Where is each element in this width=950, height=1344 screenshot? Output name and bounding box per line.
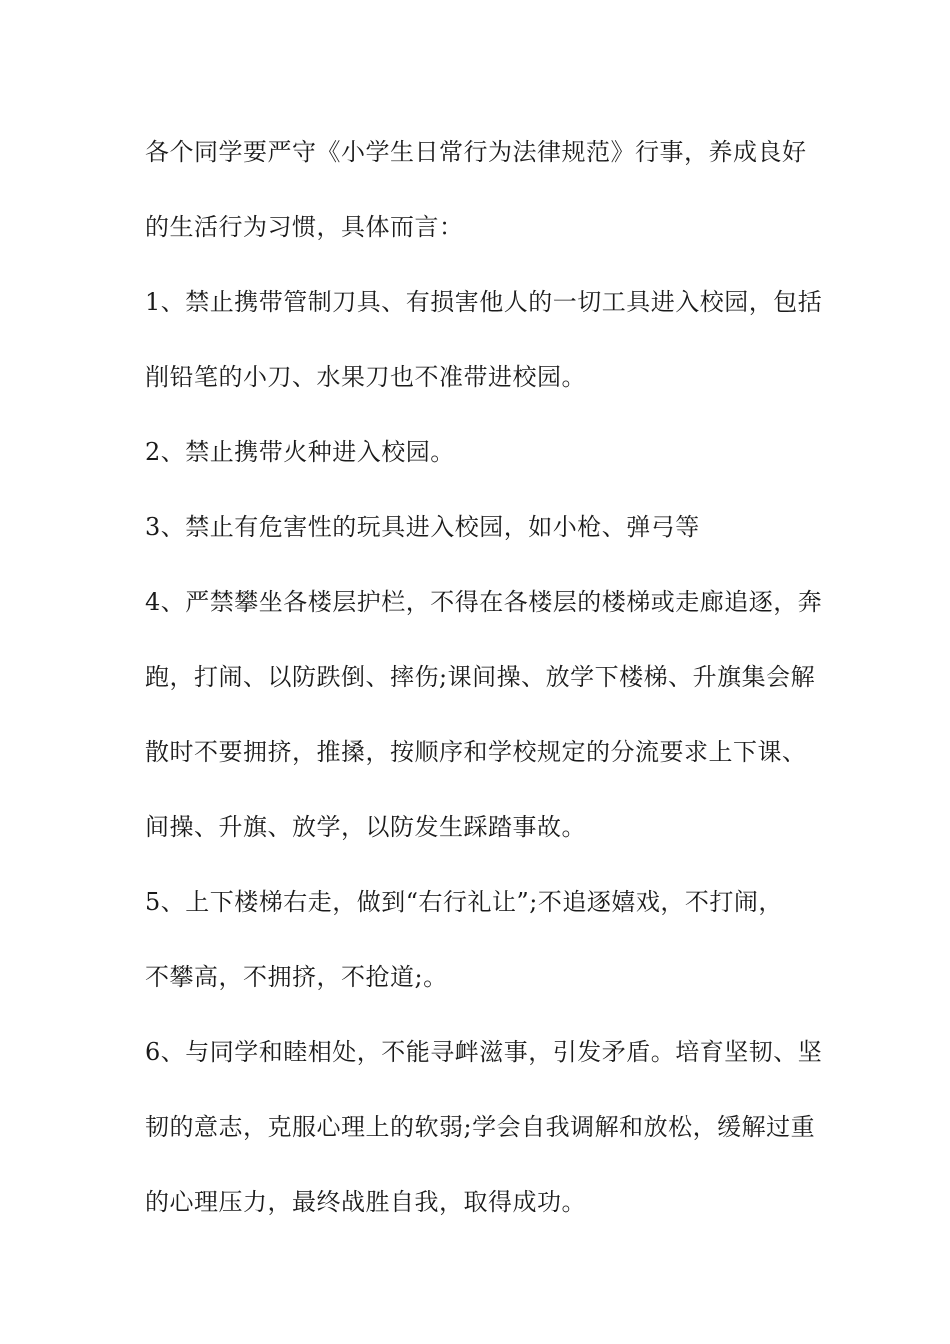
text-line: 2、禁止携带火种进入校园。 — [145, 438, 455, 466]
text-line: 1、禁止携带管制刀具、有损害他人的一切工具进入校园，包括 — [145, 288, 823, 316]
text-line: 间操、升旗、放学，以防发生踩踏事故。 — [145, 813, 586, 841]
text-line: 各个同学要严守《小学生日常行为法律规范》行事，养成良好 — [145, 138, 807, 166]
text-line: 5、上下楼梯右走，做到“右行礼让”;不追逐嬉戏，不打闹， — [145, 888, 783, 916]
text-line: 不攀高，不拥挤，不抢道;。 — [145, 963, 448, 991]
text-line: 散时不要拥挤，推搡，按顺序和学校规定的分流要求上下课、 — [145, 738, 807, 766]
text-line: 跑，打闹、以防跌倒、摔伤;课间操、放学下楼梯、升旗集会解 — [145, 663, 816, 691]
document-body — [145, 130, 823, 1255]
text-line: 4、严禁攀坐各楼层护栏，不得在各楼层的楼梯或走廊追逐，奔 — [145, 588, 823, 616]
text-line: 削铅笔的小刀、水果刀也不准带进校园。 — [145, 363, 586, 391]
text-line: 6、与同学和睦相处，不能寻衅滋事，引发矛盾。培育坚韧、坚 — [145, 1038, 823, 1066]
text-line: 3、禁止有危害性的玩具进入校园，如小枪、弹弓等 — [145, 513, 700, 541]
text-line: 的心理压力，最终战胜自我，取得成功。 — [145, 1188, 586, 1216]
text-line: 韧的意志，克服心理上的软弱;学会自我调解和放松，缓解过重 — [145, 1113, 816, 1141]
text-line: 的生活行为习惯，具体而言： — [145, 213, 464, 241]
